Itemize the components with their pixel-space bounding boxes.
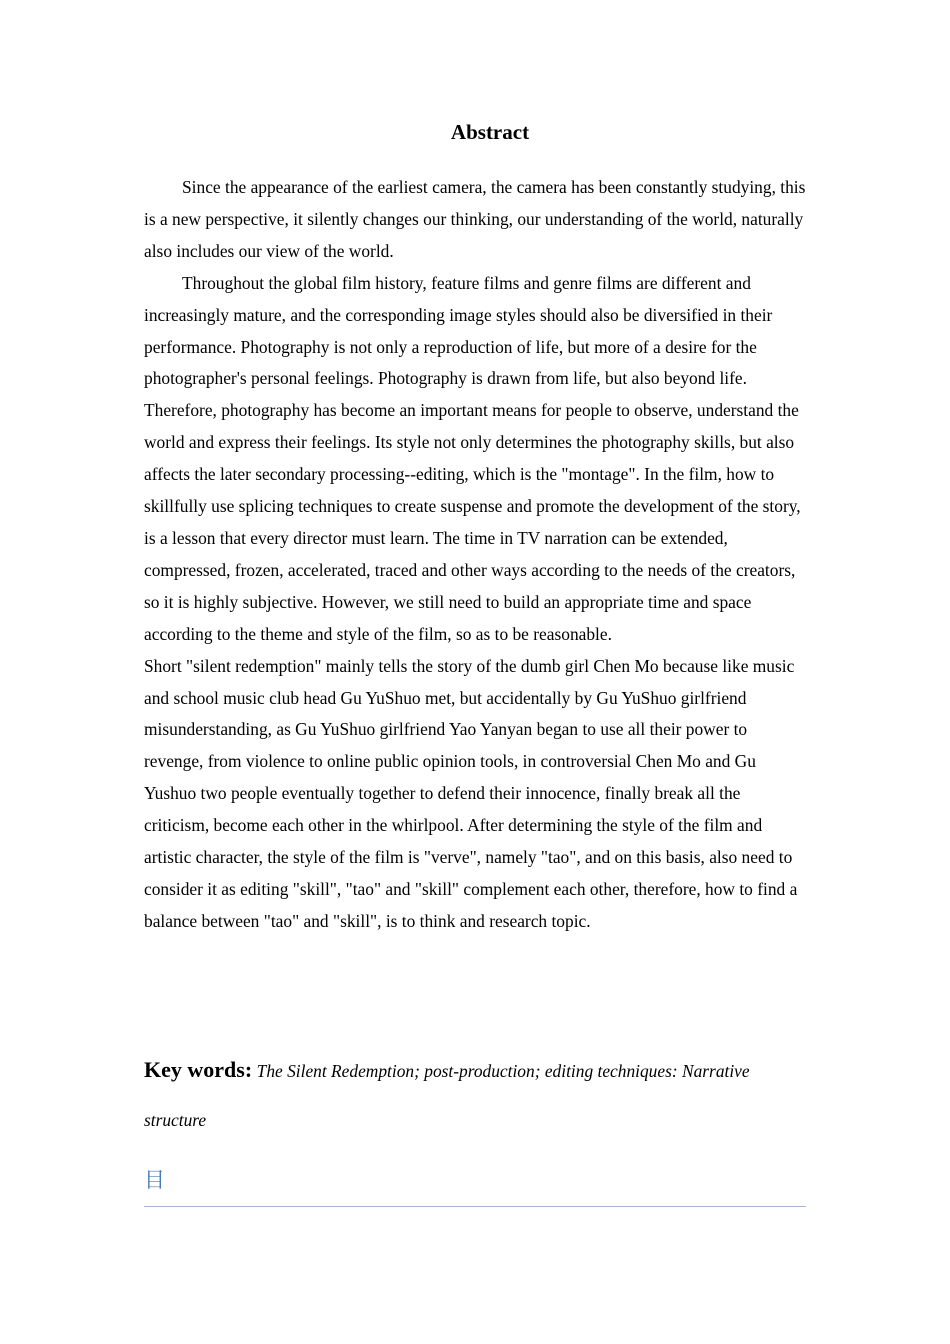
abstract-body: [144, 172, 806, 938]
keywords-text: The Silent Redemption; post-production; editing techniques: Narrative structure: [144, 1061, 750, 1130]
keywords-label: Key words:: [144, 1057, 253, 1082]
table-of-contents-header: [144, 1164, 806, 1207]
keywords-line: [144, 1045, 806, 1145]
abstract-paragraph-3: Short "silent redemption" mainly tells the story of the dumb girl Chen Mo because like music and school music club head Gu YuShuo met, but accidentally by Gu YuShuo girlfriend misunderstanding, as Gu YuShuo girlfriend Yao Yanyan began to use all their power to revenge, from violence to online public opinion tools, in controversial Chen Mo and Gu Yushuo two people eventually together to defend their innocence, finally break all the criticism, become each other in the whirlpool. After determining the style of the film and artistic character, the style of the film is "verve", namely "tao", and on this basis, also need to consider it as editing "skill", "tao" and "skill" complement each other, therefore, how to find a balance between "tao" and "skill", is to think and research topic.: [144, 655, 798, 931]
abstract-paragraph-1: Since the appearance of the earliest camera, the camera has been constantly studying, this is a new perspective, it silently changes our thinking, our understanding of the world, naturally also includes our view of the world.: [144, 177, 806, 261]
abstract-paragraph-2: Throughout the global film history, feature films and genre films are different and increasingly mature, and the corresponding image styles should also be diversified in their performance. Photography is not only a reproduction of life, but more of a desire for the photographer's personal feelings. Photography is drawn from life, but also beyond life. Therefore, photography has become an important means for people to observe, understand the world and express their feelings. Its style not only determines the photography skills, but also affects the later secondary processing--editing, which is the "montage". In the film, how to skillfully use splicing techniques to create suspense and promote the development of the story, is a lesson that every director must learn. The time in TV narration can be extended, compressed, frozen, accelerated, traced and other ways according to the needs of the creators, so it is highly subjective. However, we still need to build an appropriate time and space according to the theme and style of the film, so as to be reasonable.: [144, 272, 801, 644]
toc-heading: 目: [144, 1168, 165, 1192]
abstract-title: Abstract: [450, 120, 530, 144]
